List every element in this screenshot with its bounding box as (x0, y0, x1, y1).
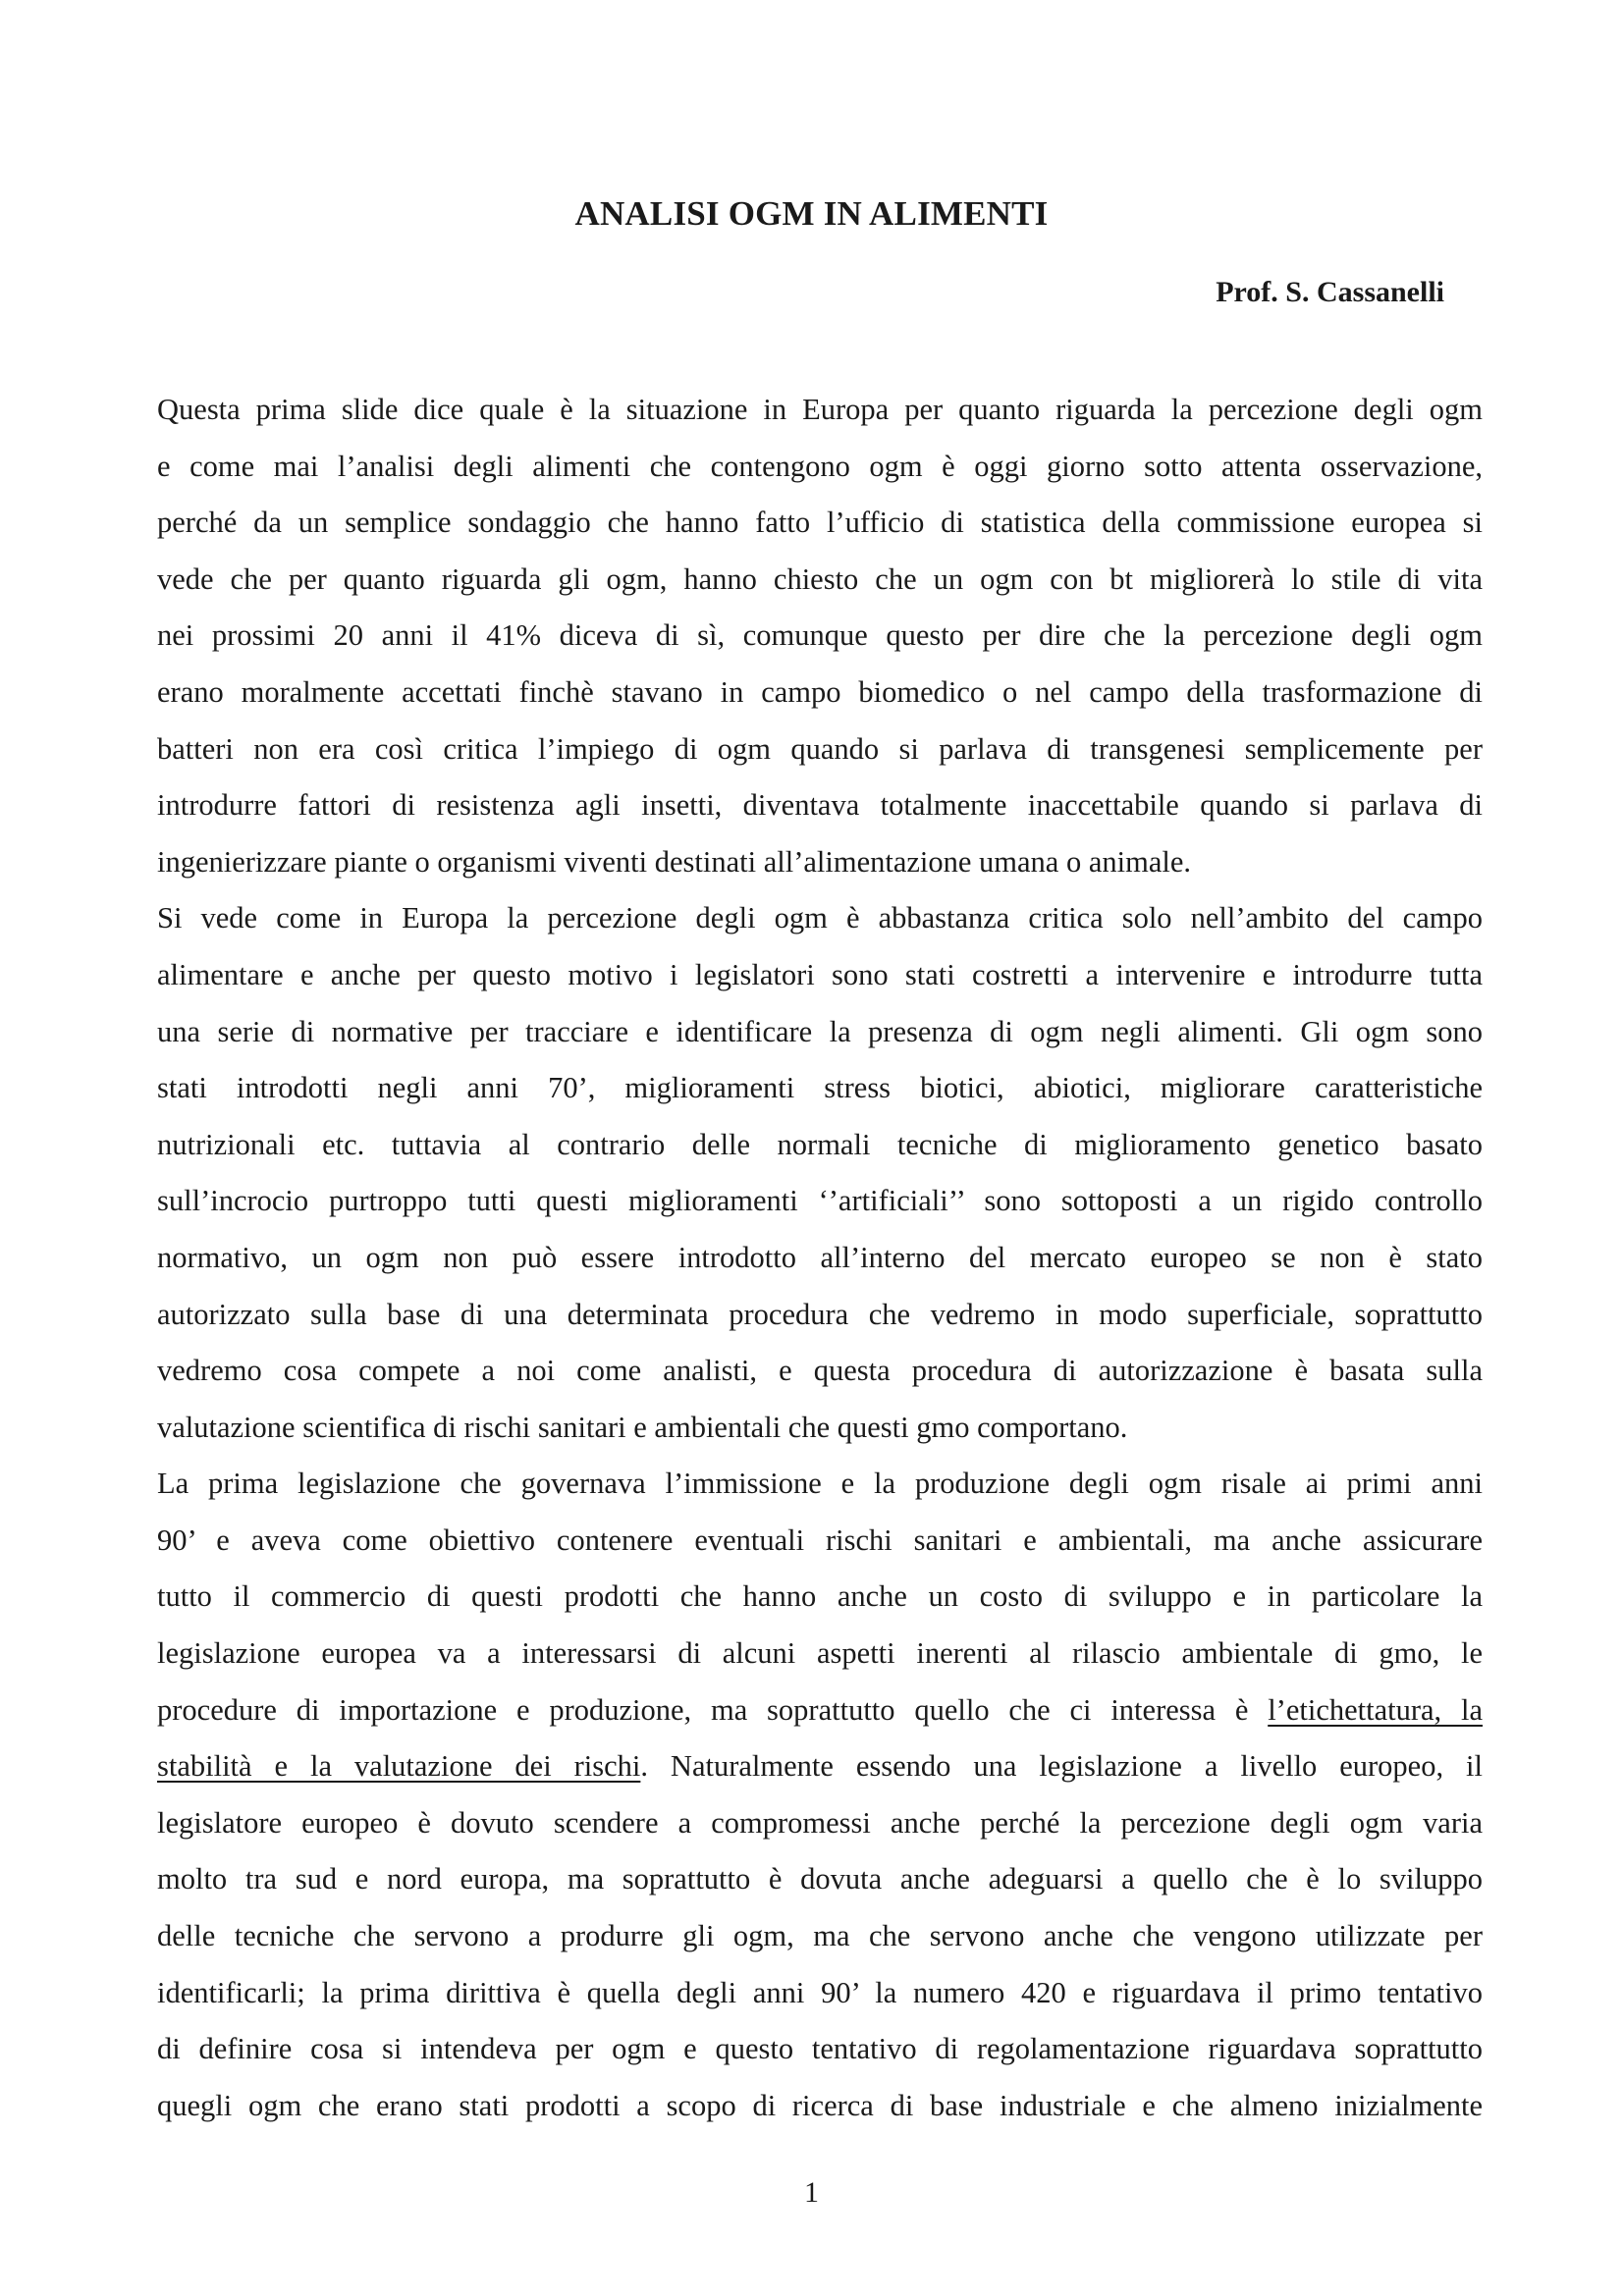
text-line (157, 1626, 1483, 1682)
text-segment: quegli ogm che erano stati prodotti a scopo di ricerca di base industriale e che almeno inizialmente (157, 2088, 1483, 2122)
text-segment: nei prossimi 20 anni il 41% diceva di sì, comunque questo per dire che la percezione degli ogm (157, 618, 1483, 653)
text-segment: ingenierizzare piante o organismi viventi destinati all’alimentazione umana o animale. (157, 844, 1191, 879)
text-segment: tutto il commercio di questi prodotti che hanno anche un costo di sviluppo e in particolare la (157, 1579, 1483, 1614)
text-line (157, 1738, 1483, 1795)
document-title: ANALISI OGM IN ALIMENTI (574, 194, 1049, 233)
text-segment: 90’ e aveva come obiettivo contenere eventuali rischi sanitari e ambientali, ma anche assicurare (157, 1522, 1483, 1557)
text-segment: vedremo cosa compete a noi come analisti, e questa procedura di autorizzazione è basata sulla (157, 1354, 1483, 1388)
text-segment: La prima legislazione che governava l’immissione e la produzione degli ogm risale ai primi anni (157, 1467, 1483, 1501)
text-line (157, 777, 1483, 834)
text-segment: vede che per quanto riguarda gli ogm, hanno chiesto che un ogm con bt migliorerà lo stile di vita (157, 561, 1483, 596)
text-line (157, 2021, 1483, 2078)
text-line (157, 1795, 1483, 1852)
text-segment: autorizzato sulla base di una determinata procedura che vedremo in modo superficiale, soprattutto (157, 1297, 1483, 1331)
text-line (157, 721, 1483, 778)
text-segment: di definire cosa si intendeva per ogm e questo tentativo di regolamentazione riguardava soprattutto (157, 2032, 1483, 2066)
text-line (157, 1004, 1483, 1061)
text-segment: identificarli; la prima dirittiva è quella degli anni 90’ la numero 420 e riguardava il primo tentativo (157, 1975, 1483, 2009)
text-line (157, 1569, 1483, 1626)
underlined-text: stabilità e la valutazione dei rischi (157, 1749, 641, 1784)
text-segment: introdurre fattori di resistenza agli insetti, diventava totalmente inaccettabile quando si parlava di (157, 788, 1483, 823)
text-line (157, 1343, 1483, 1400)
text-line (157, 439, 1483, 496)
text-line (157, 1117, 1483, 1174)
text-line (157, 1513, 1483, 1570)
text-line (157, 1400, 1483, 1457)
text-line (157, 890, 1483, 947)
text-segment: legislatore europeo è dovuto scendere a compromessi anche perché la percezione degli ogm varia (157, 1805, 1483, 1840)
text-line (157, 1682, 1483, 1739)
text-line (157, 1965, 1483, 2022)
text-line (157, 665, 1483, 721)
text-segment: e come mai l’analisi degli alimenti che contengono ogm è oggi giorno sotto attenta osservazione, (157, 449, 1483, 483)
text-segment: procedure di importazione e produzione, ma soprattutto quello che ci interessa è (157, 1692, 1269, 1727)
text-line (157, 1908, 1483, 1965)
text-segment: sull’incrocio purtroppo tutti questi miglioramenti ‘’artificiali’’ sono sottoposti a un rigido controllo (157, 1184, 1483, 1218)
text-segment: una serie di normative per tracciare e identificare la presenza di ogm negli alimenti. Gli ogm sono (157, 1014, 1483, 1048)
underlined-text: l’etichettatura, la (1268, 1692, 1483, 1727)
text-line (157, 1851, 1483, 1908)
text-segment: delle tecniche che servono a produrre gli ogm, ma che servono anche che vengono utilizzate per (157, 1919, 1483, 1953)
text-segment: Questa prima slide dice quale è la situazione in Europa per quanto riguarda la percezione degli ogm (157, 393, 1483, 426)
page-number: 1 (804, 2176, 819, 2209)
text-segment: normativo, un ogm non può essere introdotto all’interno del mercato europeo se non è stato (157, 1240, 1483, 1274)
text-segment: valutazione scientifica di rischi sanitari e ambientali che questi gmo comportano. (157, 1410, 1128, 1444)
body-text (157, 382, 1483, 2134)
text-segment: Si vede come in Europa la percezione degli ogm è abbastanza critica solo nell’ambito del campo (157, 901, 1483, 935)
text-line (157, 947, 1483, 1004)
document-author: Prof. S. Cassanelli (1216, 276, 1444, 308)
text-segment: molto tra sud e nord europa, ma soprattutto è dovuta anche adeguarsi a quello che è lo sviluppo (157, 1862, 1483, 1896)
text-segment: erano moralmente accettati finchè stavano in campo biomedico o nel campo della trasformazione di (157, 674, 1483, 709)
text-line (157, 495, 1483, 552)
text-segment: legislazione europea va a interessarsi di alcuni aspetti inerenti al rilascio ambientale di gmo, le (157, 1636, 1483, 1671)
text-line (157, 1456, 1483, 1513)
text-segment: . Naturalmente essendo una legislazione a livello europeo, il (640, 1749, 1483, 1784)
text-line (157, 1060, 1483, 1117)
text-segment: nutrizionali etc. tuttavia al contrario delle normali tecniche di miglioramento genetico basato (157, 1127, 1483, 1161)
text-line (157, 608, 1483, 665)
text-segment: stati introdotti negli anni 70’, miglioramenti stress biotici, abiotici, migliorare caratteristiche (157, 1071, 1483, 1105)
text-line (157, 2078, 1483, 2135)
text-line (157, 1230, 1483, 1287)
text-line (157, 1287, 1483, 1344)
text-line (157, 834, 1483, 891)
text-line (157, 552, 1483, 609)
text-segment: alimentare e anche per questo motivo i legislatori sono stati costretti a intervenire e introdurre tutta (157, 957, 1483, 991)
text-line (157, 1173, 1483, 1230)
text-segment: perché da un semplice sondaggio che hanno fatto l’ufficio di statistica della commissione europea si (157, 506, 1483, 540)
text-line (157, 382, 1483, 439)
text-segment: batteri non era così critica l’impiego di ogm quando si parlava di transgenesi semplicemente per (157, 731, 1483, 766)
